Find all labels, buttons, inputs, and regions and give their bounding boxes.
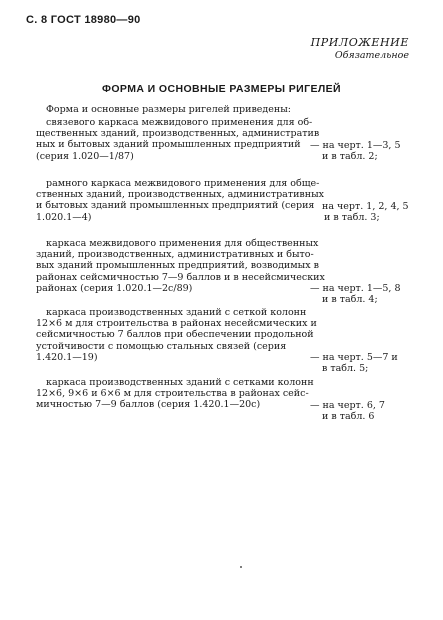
ref-line: и в табл. 6: [322, 411, 375, 423]
intro-paragraph: Форма и основные размеры ригелей приведены:: [46, 104, 291, 115]
speck-mark: [240, 566, 242, 568]
text-line: районах (серия 1.020.1—2с/89): [36, 282, 193, 294]
item-ref-5: [310, 400, 430, 422]
appendix-label: [311, 36, 409, 62]
text-line: рамного каркаса межвидового применения для обще-: [46, 178, 320, 189]
ref-line: и в табл. 3;: [324, 212, 380, 224]
item-ref-1: [310, 140, 430, 162]
item-text-3: [36, 238, 325, 294]
page-header: С. 8 ГОСТ 18980—90: [26, 14, 141, 26]
text-line: районах сейсмичностью 7—9 баллов и в несейсмических: [36, 271, 325, 283]
text-line: (серия 1.020—1/87): [36, 150, 134, 162]
text-line: сейсмичностью 7 баллов при обеспечении продольной: [36, 329, 314, 341]
appendix-subtitle: Обязательное: [334, 50, 409, 61]
text-line: ных и бытовых зданий промышленных предприятий: [36, 139, 301, 151]
text-line: ственных зданий, производственных, административных: [36, 189, 325, 201]
ref-line: — на черт. 5—7 и: [310, 352, 398, 363]
text-line: вых зданий промышленных предприятий, возводимых в: [36, 260, 319, 272]
text-line: щественных зданий, производственных, административ: [36, 128, 320, 140]
ref-line: и в табл. 4;: [322, 294, 378, 306]
text-line: зданий, производственных, административных и быто-: [36, 249, 314, 261]
text-line: устойчивости с помощью стальных связей (серия: [36, 340, 287, 352]
ref-line: — на черт. 6, 7: [310, 400, 385, 411]
text-line: мичностью 7—9 баллов (серия 1.420.1—20с): [36, 399, 261, 411]
item-ref-4: [310, 352, 430, 374]
item-ref-2: [322, 201, 442, 223]
appendix-title: ПРИЛОЖЕНИЕ: [310, 36, 409, 49]
ref-line: на черт. 1, 2, 4, 5: [322, 201, 409, 212]
text-line: 12×6 м для строительства в районах несейсмических и: [36, 318, 317, 330]
ref-line: — на черт. 1—3, 5: [310, 140, 401, 151]
text-line: каркаса производственных зданий с сетками колонн: [46, 377, 314, 388]
ref-line: и в табл. 2;: [322, 151, 378, 163]
text-line: 12×6, 9×6 и 6×6 м для строительства в районах сейс-: [36, 388, 309, 400]
document-title: ФОРМА И ОСНОВНЫЕ РАЗМЕРЫ РИГЕЛЕЙ: [102, 83, 341, 95]
text-line: каркаса производственных зданий с сеткой колонн: [46, 307, 307, 318]
text-line: каркаса межвидового применения для общественных: [46, 238, 319, 249]
ref-line: в табл. 5;: [322, 363, 369, 375]
text-line: связевого каркаса межвидового применения для об-: [46, 117, 313, 128]
item-text-1: [36, 117, 320, 162]
item-text-5: [36, 377, 314, 411]
text-line: 1.420.1—19): [36, 351, 98, 363]
text-line: 1.020.1—4): [36, 211, 92, 223]
text-line: и бытовых зданий промышленных предприятий (серия: [36, 200, 315, 212]
item-text-2: [36, 178, 325, 223]
item-text-4: [36, 307, 317, 363]
item-ref-3: [310, 283, 430, 305]
ref-line: — на черт. 1—5, 8: [310, 283, 401, 294]
